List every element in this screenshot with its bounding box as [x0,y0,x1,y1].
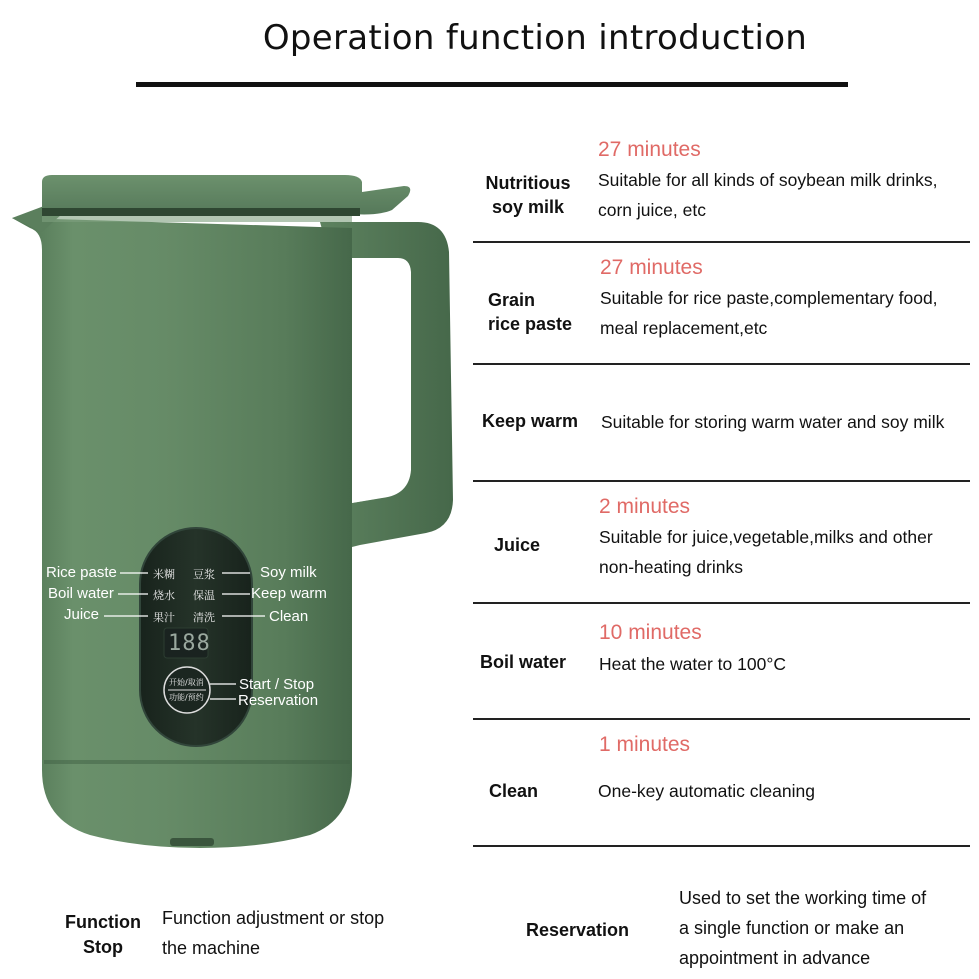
row-time: 2 minutes [599,495,691,518]
clean-button[interactable]: 清洗 [193,611,215,624]
row-description: One-key automatic cleaning [598,781,815,801]
reservation-description: Used to set the working time of a single function or make an appointment in advance [679,888,927,968]
row-label: Keep warm [482,411,579,431]
panel-label-rice-paste: Rice paste [46,564,117,581]
panel-label-juice: Juice [64,606,100,623]
row-description: Suitable for storing warm water and soy milk [601,412,945,432]
panel-label-clean: Clean [269,608,309,625]
row-divider [473,241,970,243]
row-time: 27 minutes [598,138,701,161]
function-stop-label: Function Stop [65,912,141,957]
start-cancel-key-label: 开始/取消 [169,678,204,687]
panel-label-boil-water: Boil water [48,585,114,602]
rice-paste-button[interactable]: 米糊 [153,568,175,581]
panel-label-keep-warm: Keep warm [251,585,327,602]
soymilk-maker-illustration [0,0,470,860]
panel-label-soy-milk: Soy milk [260,564,317,581]
row-label: Boil water [480,652,567,672]
reservation-label: Reservation [526,920,630,940]
row-divider [473,480,970,482]
function-stop-description: Function adjustment or stop the machine [162,908,385,958]
boil-water-button[interactable]: 烧水 [153,589,175,602]
row-divider [473,718,970,720]
row-label: Grain rice paste [488,290,573,334]
row-divider [473,602,970,604]
panel-label-reservation: Reservation [238,692,319,709]
row-time: 1 minutes [599,733,691,756]
row-divider [473,363,970,365]
row-description: Suitable for all kinds of soybean milk drinks, corn juice, etc [598,170,938,220]
row-time: 10 minutes [599,621,702,644]
led-display: 188 [168,631,211,656]
row-description: Heat the water to 100°C [599,654,786,674]
row-label: Clean [489,781,539,801]
page-title: Operation function introduction [262,18,808,58]
row-description: Suitable for juice,vegetable,milks and other non-heating drinks [599,527,933,577]
juice-button[interactable]: 果汁 [153,611,175,624]
panel-label-start-stop: Start / Stop [239,676,315,693]
row-divider [473,845,970,847]
row-label: Nutritious soy milk [485,173,571,217]
function-reserve-key-label: 功能/预约 [169,693,204,702]
row-description: Suitable for rice paste,complementary food, meal replacement,etc [600,288,938,338]
row-label: Juice [494,535,541,555]
soy-milk-button[interactable]: 豆浆 [193,568,215,581]
keep-warm-button[interactable]: 保温 [193,589,215,602]
row-time: 27 minutes [600,256,703,279]
